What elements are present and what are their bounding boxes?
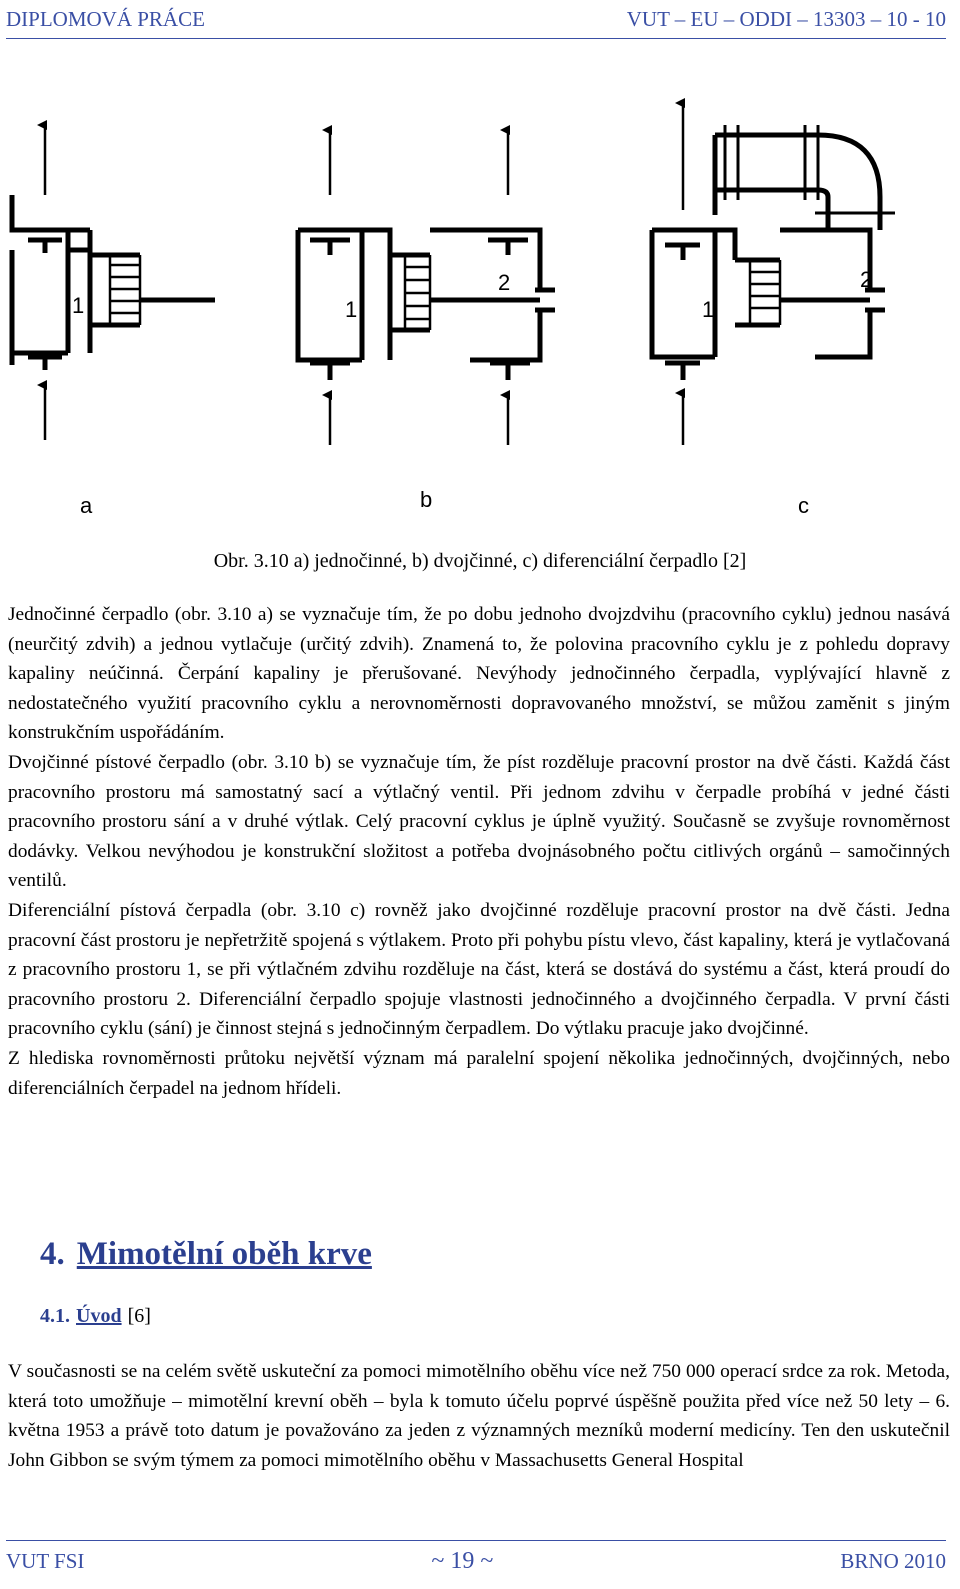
subsection-title: Úvod xyxy=(76,1305,122,1327)
pump-a xyxy=(12,125,215,440)
pump-b xyxy=(298,130,555,445)
pump-figure xyxy=(0,95,960,530)
body-text-2 xyxy=(8,1357,950,1475)
header-right: VUT – EU – ODDI – 13303 – 10 - 10 xyxy=(626,7,946,31)
subsection-number: 4.1. xyxy=(40,1305,70,1327)
page-number: ~ 19 ~ xyxy=(431,1547,494,1574)
sublabel-a: a xyxy=(80,493,93,518)
page-footer xyxy=(6,1544,946,1578)
body-text xyxy=(8,600,950,1103)
sublabel-c: c xyxy=(798,493,809,518)
page-header xyxy=(6,4,946,34)
label-b-1: 1 xyxy=(345,297,358,322)
section-title: Mimotělní oběh krve xyxy=(76,1236,372,1272)
section-number: 4. xyxy=(40,1236,65,1272)
label-b-2: 2 xyxy=(498,270,511,295)
pump-diagram xyxy=(0,95,960,530)
sublabel-b: b xyxy=(420,487,433,512)
paragraph: Diferenciální pístová čerpadla (obr. 3.10 c) rovněž jako dvojčinné rozděluje pracovní prostor na dvě části. Jedna pracovní část prostoru je nepřetržitě spojená s výtlakem. Proto při pohybu pístu vlevo, část kapaliny, která je vytlačovaná z pracovního prostoru 1, se při výtlačném zdvihu rozděluje na část, která se dostává do systému a část, která proudí do pracovního prostoru 2. Diferenciální čerpadlo spojuje vlastnosti jednočinného a dvojčinného čerpadla. V první části pracovního cyklu (sání) je činnost stejná s jednočinným čerpadlem. Do výtlaku pracuje jako dvojčinné. xyxy=(8,899,950,1040)
figure-caption: Obr. 3.10 a) jednočinné, b) dvojčinné, c) diferenciální čerpadlo [2] xyxy=(213,550,747,572)
header-left: DIPLOMOVÁ PRÁCE xyxy=(6,7,205,31)
footer-divider xyxy=(6,1540,946,1541)
section-heading xyxy=(40,1232,372,1276)
pump-c xyxy=(652,103,895,445)
paragraph: Dvojčinné pístové čerpadlo (obr. 3.10 b) se vyznačuje tím, že píst rozděluje pracovní prostor na dvě části. Každá část pracovního prostoru má samostatný sací a výtlačný ventil. Při jednom zdvihu v čerpadle probíhá v jedné části pracovního prostoru sání a v druhé výtlak. Celý pracovní cyklus je úplně využitý. Současně se zvyšuje rovnoměrnost dodávky. Velkou nevýhodou je konstrukční složitost a potřeba dvojnásobného počtu citlivých orgánů – samočinných ventilů. xyxy=(8,751,950,892)
subsection-heading xyxy=(40,1302,151,1330)
label-a-1: 1 xyxy=(72,293,85,318)
label-c-1: 1 xyxy=(702,297,715,322)
paragraph: Jednočinné čerpadlo (obr. 3.10 a) se vyznačuje tím, že po dobu jednoho dvojzdvihu (pracovního cyklu) jednou nasává (neurčitý zdvih) a jednou vytlačuje (určitý zdvih). Znamená to, že polovina pracovního cyklu je z pohledu dopravy kapaliny neúčinná. Čerpání kapaliny je přerušované. Nevýhody jednočinného čerpadla, vyplývající hlavně z nedostatečného využití pracovního cyklu a nerovnoměrnosti dopravovaného množství, se můžou zaměnit s jiným konstrukčním uspořádáním. xyxy=(8,604,950,744)
footer-left: VUT FSI xyxy=(6,1548,85,1573)
footer-right: BRNO 2010 xyxy=(840,1548,946,1573)
header-divider xyxy=(6,38,946,39)
paragraph: V současnosti se na celém světě uskuteční za pomoci mimotělního oběhu více než 750 000 operací srdce za rok. Metoda, která toto umožňuje – mimotělní krevní oběh – byla k tomuto účelu poprvé úspěšně použita před více než 50 lety – 6. května 1953 a právě toto datum je považováno za jeden z významných mezníků moderní medicíny. Ten den uskutečnil John Gibbon se svým týmem za pomoci mimotělního oběhu v Massachusetts General Hospital xyxy=(8,1361,950,1471)
paragraph: Z hlediska rovnoměrnosti průtoku největší význam má paralelní spojení několika jednočinných, dvojčinných, nebo diferenciálních čerpadel na jednom hřídeli. xyxy=(8,1047,950,1099)
subsection-ref: [6] xyxy=(127,1305,151,1327)
label-c-2: 2 xyxy=(860,267,873,292)
